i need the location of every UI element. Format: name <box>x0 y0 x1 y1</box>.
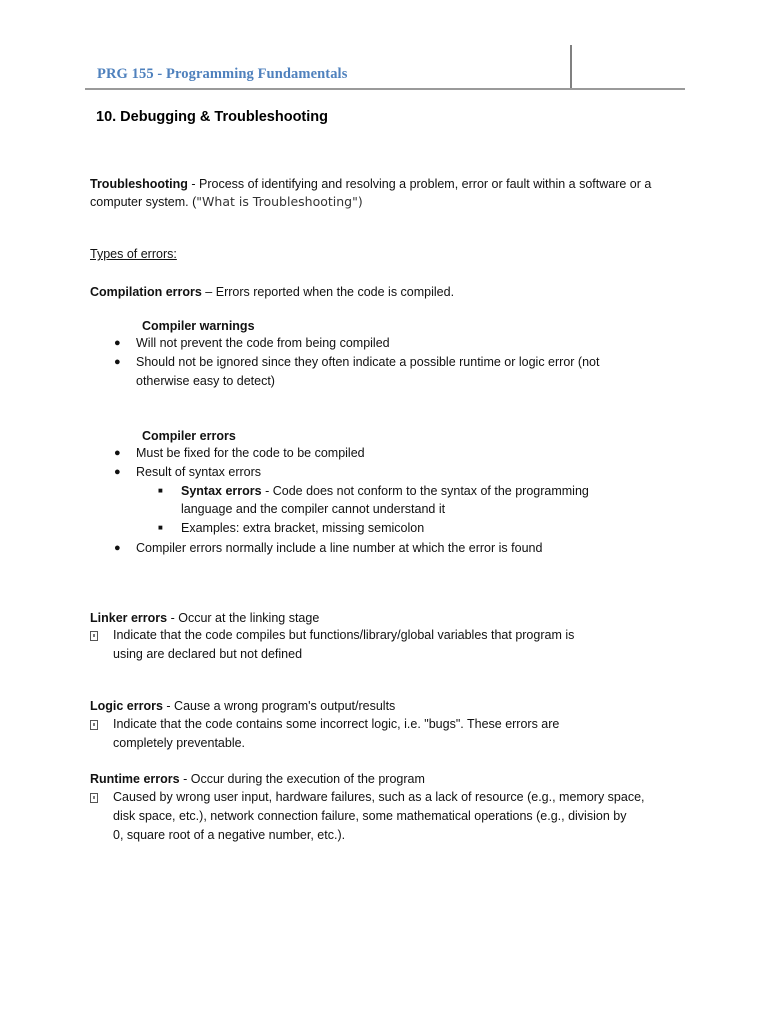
page-header-course: PRG 155 - Programming Fundamentals <box>97 66 348 82</box>
header-rule <box>85 88 685 90</box>
citation: "What is Troubleshooting") <box>196 194 363 209</box>
bullet-icon: ● <box>114 542 121 554</box>
syntax-errors-term: Syntax errors <box>181 484 262 498</box>
missing-glyph-bullet-icon <box>90 793 98 803</box>
list-item: Result of syntax errors <box>136 465 262 479</box>
bullet-icon: ● <box>114 337 121 349</box>
troubleshooting-desc: - Process of identifying and resolving a problem, error or fault within a software or a <box>187 177 652 191</box>
section-title: 10. Debugging & Troubleshooting <box>96 109 328 125</box>
types-heading: Types of errors: <box>90 247 177 261</box>
compilation-term: Compilation errors <box>90 285 202 299</box>
logic-errors-line <box>90 697 395 715</box>
list-item-continuation: completely preventable. <box>113 736 246 750</box>
compilation-errors-line <box>90 283 454 301</box>
compiler-errors-label: Compiler errors <box>142 429 236 443</box>
troubleshooting-definition-line2 <box>90 193 363 211</box>
linker-errors-line <box>90 609 319 627</box>
list-item: Compiler errors normally include a line number at which the error is found <box>136 541 543 555</box>
runtime-term: Runtime errors <box>90 772 180 786</box>
logic-term: Logic errors <box>90 699 163 713</box>
compiler-warnings-label: Compiler warnings <box>142 319 255 333</box>
square-bullet-icon: ■ <box>158 486 163 495</box>
list-item: Caused by wrong user input, hardware failures, such as a lack of resource (e.g., memory space, <box>113 790 645 804</box>
bullet-icon: ● <box>114 356 121 368</box>
logic-desc: - Cause a wrong program's output/results <box>162 699 396 713</box>
list-item-continuation: 0, square root of a negative number, etc.). <box>113 828 346 842</box>
header-vertical-rule <box>570 45 572 89</box>
troubleshooting-term: Troubleshooting <box>90 177 188 191</box>
runtime-errors-line <box>90 770 425 788</box>
sub-list-item <box>181 482 589 500</box>
list-item: Indicate that the code contains some incorrect logic, i.e. "bugs". These errors are <box>113 717 560 731</box>
sub-list-item-continuation: language and the compiler cannot understand it <box>181 502 446 516</box>
compiler-errors-heading <box>142 427 236 445</box>
bullet-icon: ● <box>114 447 121 459</box>
list-item: Will not prevent the code from being compiled <box>136 336 390 350</box>
square-bullet-icon: ■ <box>158 523 163 532</box>
list-item: Should not be ignored since they often indicate a possible runtime or logic error (not <box>136 355 600 369</box>
troubleshooting-desc-cont: computer system. ( <box>90 195 197 209</box>
missing-glyph-bullet-icon <box>90 631 98 641</box>
list-item: Indicate that the code compiles but functions/library/global variables that program is <box>113 628 575 642</box>
compiler-warnings-heading <box>142 317 255 335</box>
missing-glyph-bullet-icon <box>90 720 98 730</box>
compilation-desc: – Errors reported when the code is compiled. <box>201 285 455 299</box>
runtime-desc: - Occur during the execution of the program <box>179 772 425 786</box>
list-item-continuation: disk space, etc.), network connection failure, some mathematical operations (e.g., division by <box>113 809 627 823</box>
linker-term: Linker errors <box>90 611 168 625</box>
list-item-continuation: using are declared but not defined <box>113 647 303 661</box>
list-item: Must be fixed for the code to be compiled <box>136 446 365 460</box>
bullet-icon: ● <box>114 466 121 478</box>
list-item-continuation: otherwise easy to detect) <box>136 374 275 388</box>
sub-list-item: Examples: extra bracket, missing semicolon <box>181 521 425 535</box>
linker-desc: - Occur at the linking stage <box>167 611 320 625</box>
troubleshooting-definition-line1 <box>90 175 651 193</box>
syntax-errors-desc: - Code does not conform to the syntax of the programming <box>261 484 589 498</box>
